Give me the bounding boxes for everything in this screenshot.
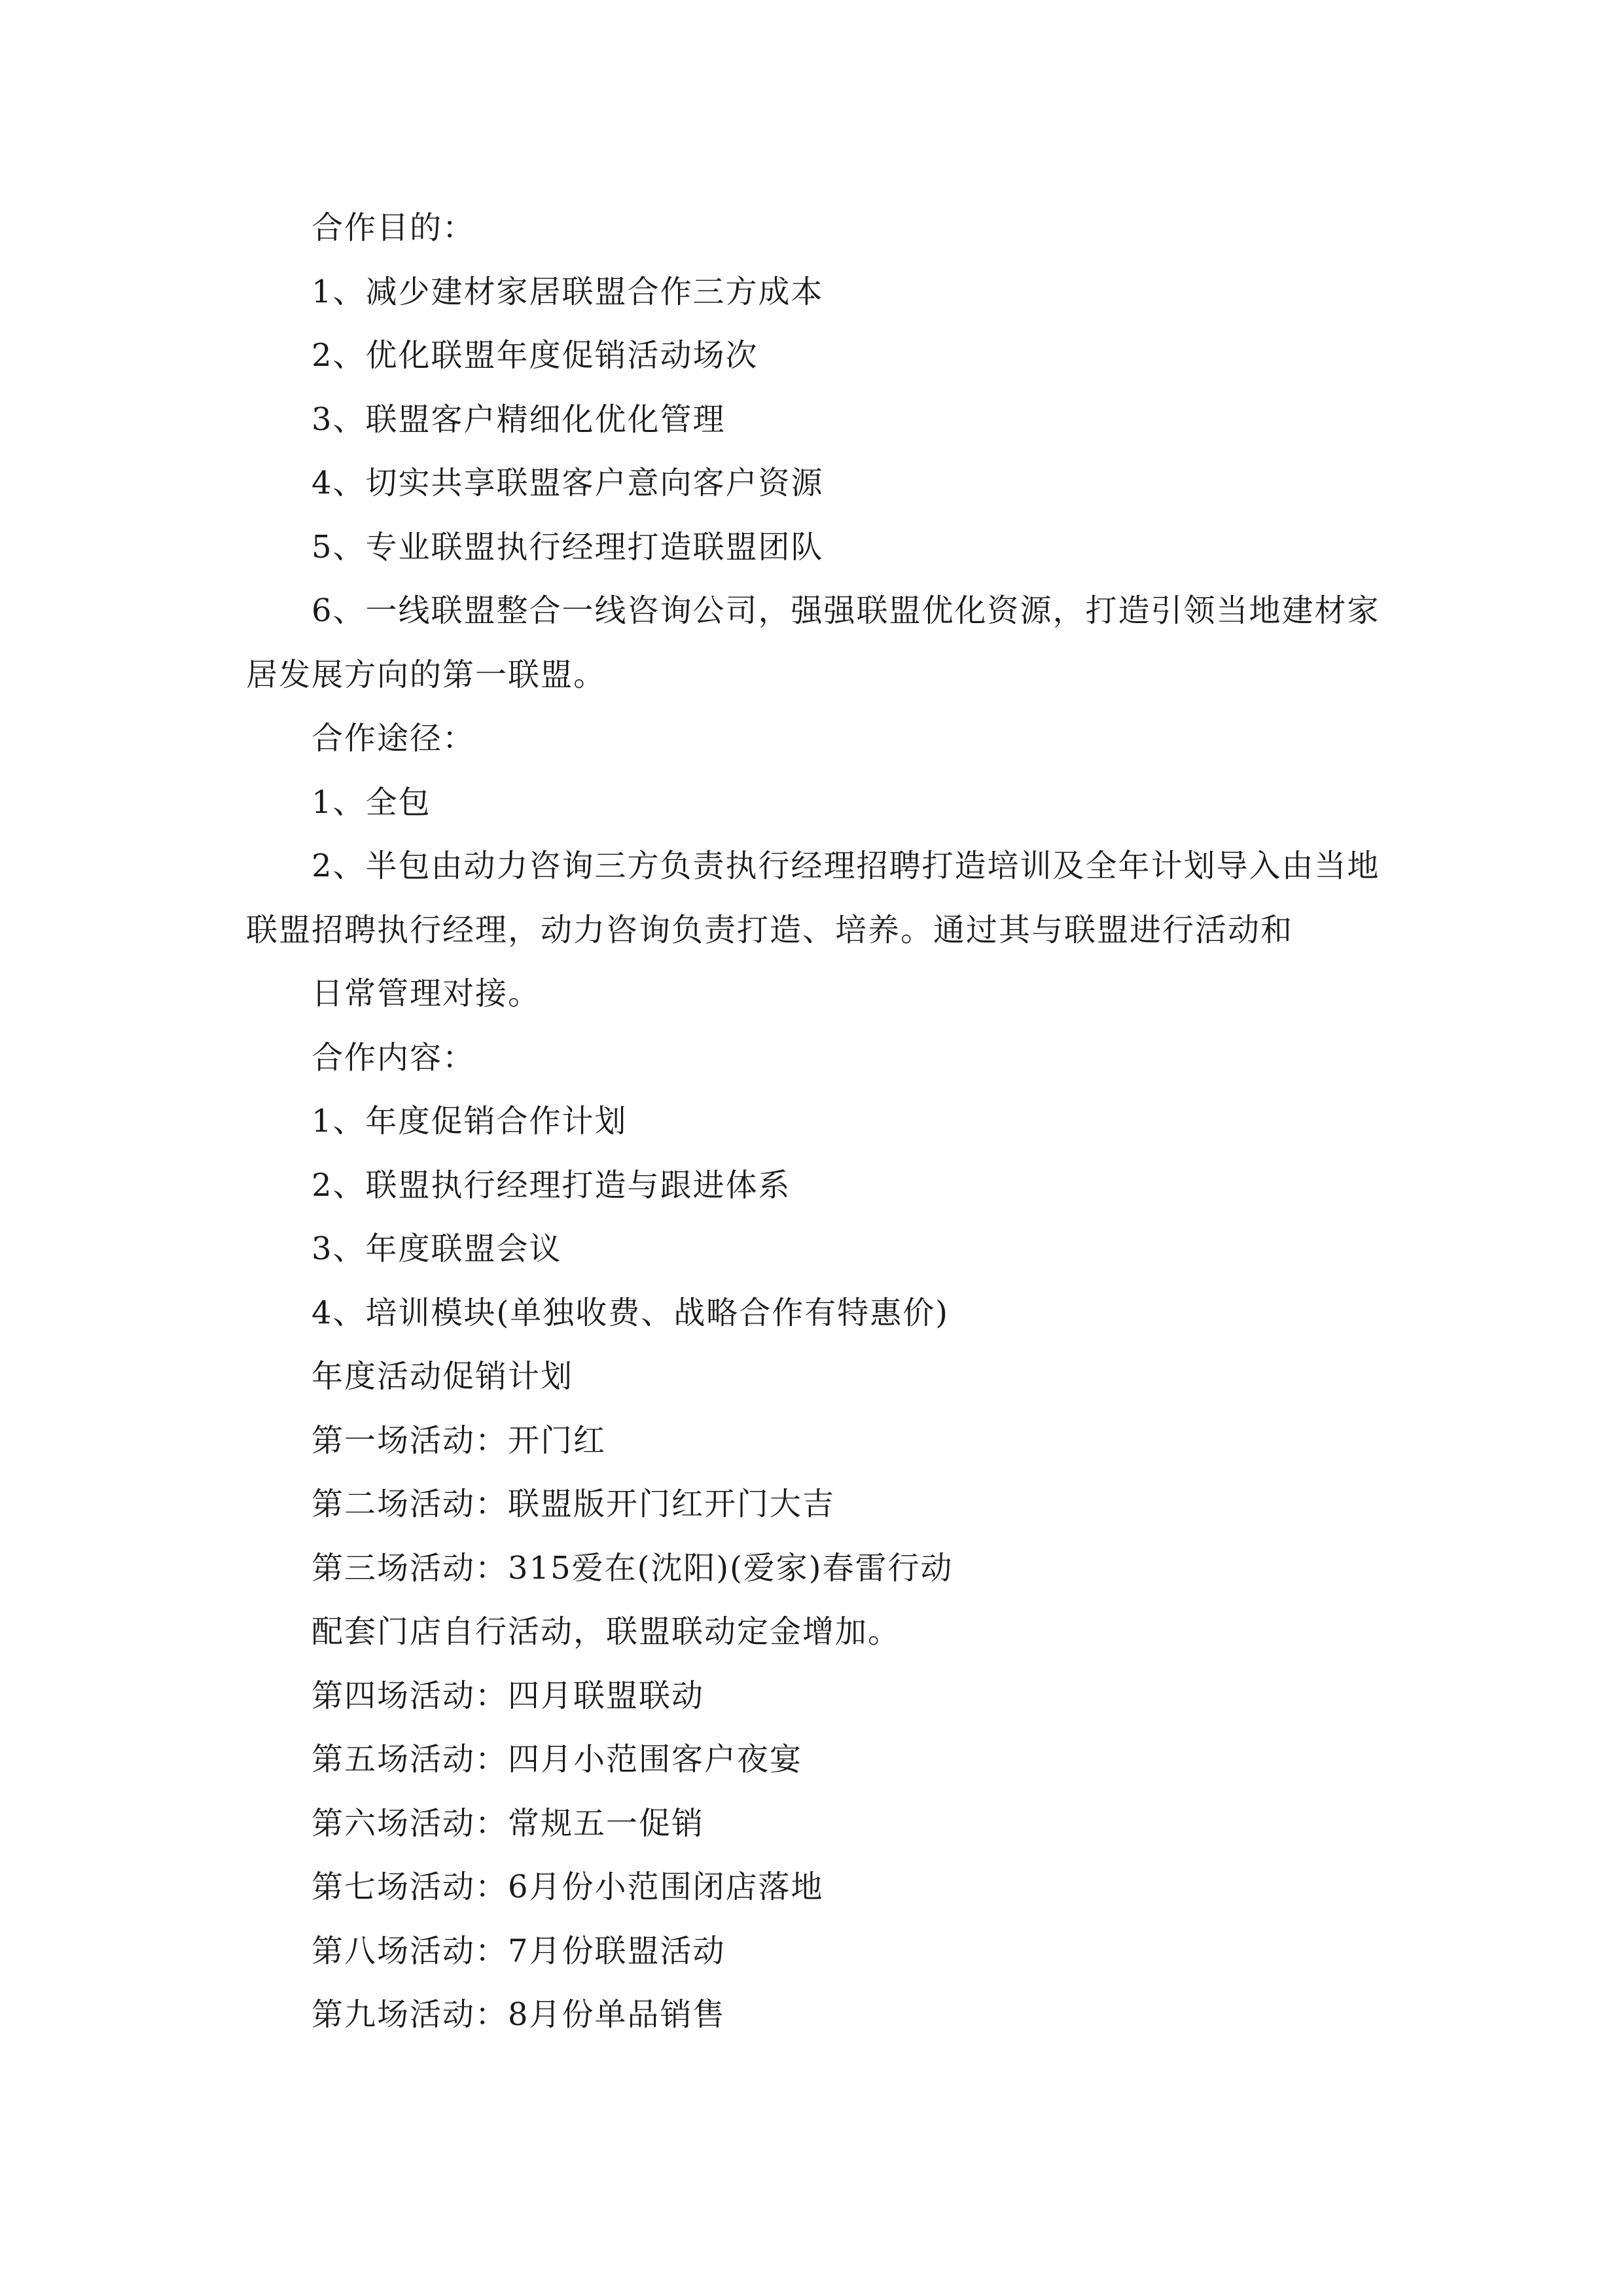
list-item: 4、切实共享联盟客户意向客户资源 bbox=[312, 465, 824, 501]
activity-item: 第九场活动：8月份单品销售 bbox=[312, 1996, 726, 2033]
section-heading-approach: 合作途径： bbox=[312, 720, 476, 757]
activity-note: 配套门店自行活动，联盟联动定金增加。 bbox=[312, 1613, 901, 1650]
list-item: 1、年度促销合作计划 bbox=[312, 1103, 628, 1139]
list-item: 1、减少建材家居联盟合作三方成本 bbox=[312, 273, 824, 310]
activity-item: 第二场活动：联盟版开门红开门大吉 bbox=[312, 1486, 836, 1522]
list-item: 2、联盟执行经理打造与跟进体系 bbox=[312, 1166, 791, 1204]
list-item: 2、半包由动力咨询三方负责执行经理招聘打造培训及全年计划导入由当地 bbox=[312, 848, 1380, 884]
activity-item: 第四场活动：四月联盟联动 bbox=[312, 1677, 705, 1714]
list-item: 4、培训模块(单独收费、战略合作有特惠价) bbox=[312, 1294, 949, 1331]
list-item-continuation: 日常管理对接。 bbox=[312, 975, 541, 1012]
document-body bbox=[246, 196, 1378, 2047]
list-item: 5、专业联盟执行经理打造联盟团队 bbox=[312, 528, 824, 565]
list-item: 1、全包 bbox=[312, 783, 431, 821]
activity-item: 第一场活动：开门红 bbox=[312, 1422, 607, 1459]
list-item-continuation: 联盟招聘执行经理，动力咨询负责打造、培养。通过其与联盟进行活动和 bbox=[246, 911, 1294, 948]
activity-item: 第七场活动：6月份小范围闭店落地 bbox=[312, 1869, 824, 1905]
activity-item: 第五场活动：四月小范围客户夜宴 bbox=[312, 1741, 803, 1778]
activity-item: 第六场活动：常规五一促销 bbox=[312, 1804, 705, 1842]
section-heading-purpose: 合作目的： bbox=[312, 209, 476, 246]
list-item: 6、一线联盟整合一线咨询公司，强强联盟优化资源，打造引领当地建材家 bbox=[312, 592, 1380, 629]
section-heading-plan: 年度活动促销计划 bbox=[312, 1358, 574, 1395]
section-heading-content: 合作内容： bbox=[312, 1039, 476, 1076]
list-item: 2、优化联盟年度促销活动场次 bbox=[312, 337, 758, 374]
list-item-continuation: 居发展方向的第一联盟。 bbox=[246, 656, 607, 693]
activity-item: 第八场活动：7月份联盟活动 bbox=[312, 1932, 726, 1969]
list-item: 3、年度联盟会议 bbox=[312, 1230, 562, 1267]
activity-item: 第三场活动：315爱在(沈阳)(爱家)春雷行动 bbox=[312, 1549, 954, 1587]
list-item: 3、联盟客户精细化优化管理 bbox=[312, 401, 726, 438]
